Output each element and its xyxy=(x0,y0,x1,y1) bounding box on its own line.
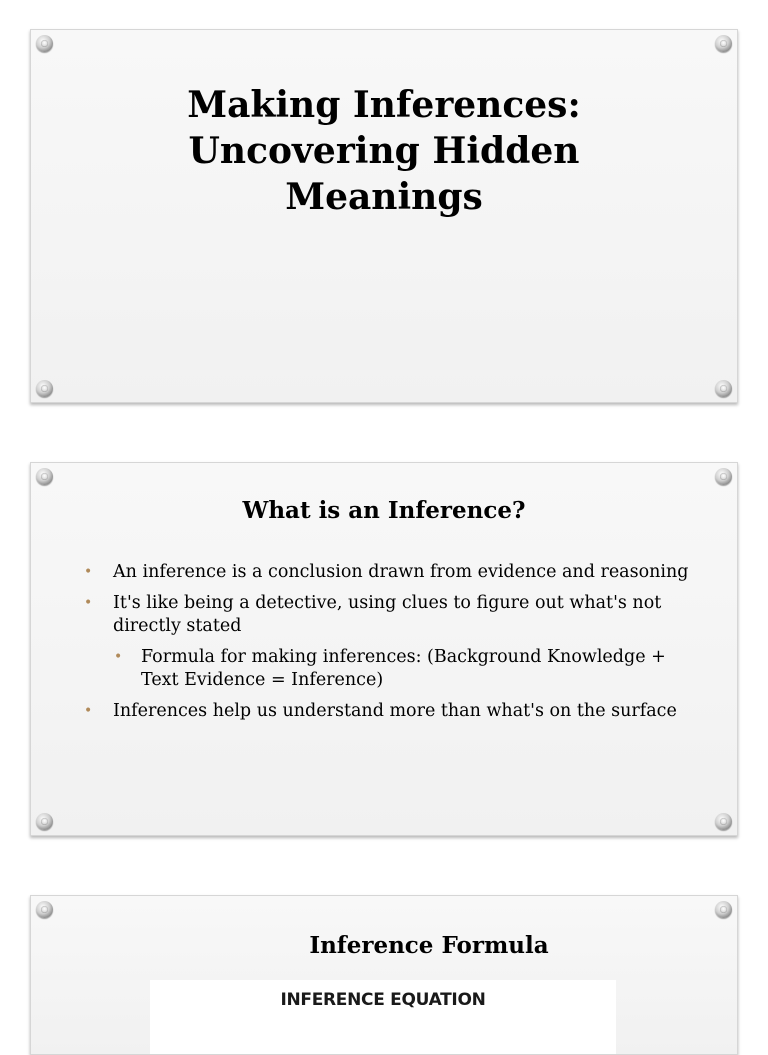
sub-bullet-item: • Formula for making inferences: (Background Knowledge + Text Evidence = Inference) xyxy=(113,646,693,692)
slide-heading: What is an Inference? xyxy=(242,497,526,524)
rivet-icon xyxy=(715,901,732,918)
equation-label: INFERENCE EQUATION xyxy=(280,990,486,1010)
rivet-icon xyxy=(715,468,732,485)
rivet-icon xyxy=(36,468,53,485)
rivet-icon xyxy=(715,35,732,52)
rivet-icon xyxy=(715,813,732,830)
presentation-title: Making Inferences: Uncovering Hidden Meanings xyxy=(187,84,581,218)
bullet-item: • It's like being a detective, using clues to figure out what's not directly stated xyxy=(83,592,693,638)
rivet-icon xyxy=(715,380,732,397)
slide-inference-formula xyxy=(30,895,738,1055)
rivet-icon xyxy=(36,813,53,830)
slide-heading: Inference Formula xyxy=(309,932,549,959)
bullet-list xyxy=(83,561,693,731)
rivet-icon xyxy=(36,35,53,52)
bullet-item: • An inference is a conclusion drawn from evidence and reasoning xyxy=(83,561,693,584)
bullet-item: • Inferences help us understand more than what's on the surface xyxy=(83,700,693,723)
rivet-icon xyxy=(36,380,53,397)
slide-title xyxy=(30,29,738,403)
rivet-icon xyxy=(36,901,53,918)
slide-what-is-inference xyxy=(30,462,738,836)
inference-equation-image xyxy=(150,980,616,1055)
